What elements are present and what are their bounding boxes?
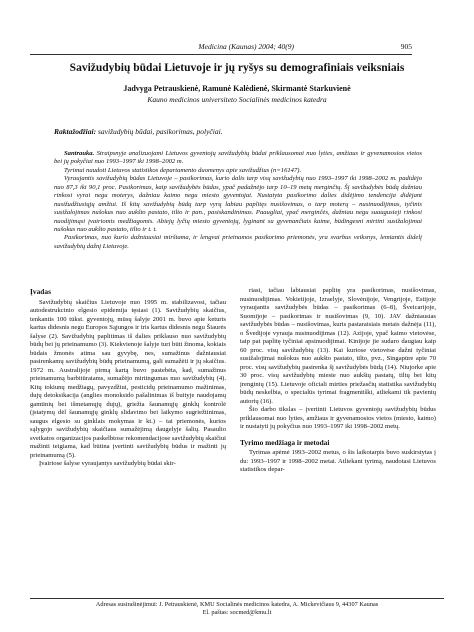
author-list: Jadvyga Petrauskienė, Ramunė Kalėdienė, Skirmantė Starkuvienė bbox=[123, 84, 351, 93]
keywords bbox=[54, 127, 414, 136]
left-column bbox=[30, 287, 226, 469]
abstract-paragraph: Pasikorimas, nuo kurio dažniausiai mirštama, ir lengvai prieinamos pasikorimo priemonės, yra svarbus veiksnys, lemiantis didelį savižudybių dažnį Lietuvoje. bbox=[54, 234, 422, 250]
keywords-label: Raktažodžiai: bbox=[54, 127, 97, 136]
journal-citation: Medicina (Kaunas) 2004; 40(9) bbox=[198, 42, 294, 51]
abstract-paragraph bbox=[54, 150, 422, 167]
article-title: Savižudybių būdai Lietuvoje ir jų ryšys su demografiniais veiksniais bbox=[69, 62, 405, 74]
abstract bbox=[54, 150, 422, 251]
body-paragraph: Tyrimas apėmė 1993–2002 metus, o šis laikotarpis buvo suskirstytas į du: 1993–1997 ir 1998–2002 metai. Atliekant tyrimą, naudotasi Lietuvos statistikos depar- bbox=[240, 449, 436, 474]
section-heading-introduction: Įvadas bbox=[30, 287, 51, 296]
correspondence-address: Adresas susirašinėjimui: J. Petrauskienė, KMU Socialinės medicinos katedra, A. Mickevičiaus 9, 44307 Kaunas bbox=[95, 601, 379, 608]
body-paragraph: Savižudybių skaičius Lietuvoje nuo 1995 m. stabilizavosi, tačiau autodestrukcinio elgesio epidemija tęsiasi (1). Savižudybių skaičius, tenkantis 100 tūkst. gyventojų, mūsų šalyje 2001 m. buvo apie keturis kartus didesnis negu Europos Sąjungos ir tris kartus didesnis negu Šiaurės šalyse (2). Savižudybių paplitimas iš dalies priklauso nuo savižudybių būdų bei jų prieinamumo (3). Kiekvienoje šalyje turi būti žinoma, kokiais būdais žmonės atima sau gyvybę, nes, sumažinus dažniausiai pasirenkamų savižudybių būdų prieinamumą, gali sumažėti ir jų skaičius. 1972 m. Australijoje pirmą kartą buvo pastebėta, kad, sumažinus prieinamumą barbitūratams, sumažėjo mirtingumas nuo savižudybių (4). Kitų tokiunų medžiagų, pavyzdžiui, pesticidų prieinamumo mažinimas, dujų detoksikacija (anglies monoksido pašalinimas iš buityje naudojamų gamtinių bei išmetamųjų dujų), griežta šaunamųjų ginklų kontrolė (įstatymų dėl šaunamųjų ginklų slidavimo bei laikymo sugriežtinimas, saugus elgesio su ginklais mokymas ir kt.) – tai priemonės, kurios sąlygojo savižudybių skaičiaus sumažėjimą daugelyje šalių. Pasaulio sveikatos organizacijos paskelbtose rekomendacijose savižudybių skaičiui mažinti teigiama, kad būtina įvertinti savižudybių būdus ir mažinti jų prieinamumą (5). bbox=[30, 298, 226, 459]
keywords-text: savižudybių būdai, pasikorimas, polyčiai. bbox=[97, 127, 223, 136]
body-paragraph: Įvairiose šalyse vyraujantys savižudybių būdai skir- bbox=[39, 460, 176, 468]
affiliation: Kauno medicinos universiteto Socialinės medicinos katedra bbox=[147, 95, 327, 104]
body-paragraph: Šio darbo tikslas – įvertinti Lietuvos gyventojų savižudybių būdus priklausomai nuo lyties, amžiaus ir gyvenamosios vietos (miesto, kaimo) ir nustatyti jų pokyčius nuo 1993–1997 iki 1998–2002 metų. bbox=[240, 406, 436, 430]
abstract-text: Straipsnyje analizuojami Lietuvos gyventojų savižudybių būdai priklausomai nuo lyties, amžiaus ir gyvenamosios vietos bei jų pokyčiai nuo 1993–1997 iki 1998–2002 m. bbox=[54, 150, 422, 166]
abstract-paragraph: Vyraujantis savižudybių būdas Lietuvoje – pasikorimas, kurio dalis tarp visų savižudybių nuo 1993–1997 iki 1998–2002 m. padidėjo nuo 87,3 iki 90,1 proc. Pasikorimas, kaip savižudybės būdas, ypač padažnėjo tarp 10–19 metų merginčių. Šį savižudybės būdą dažniau rinkosi vyrai negu moterys, dažniau kaimo negu miesto gyventojai. Nustatyta pasikorimo dalies didėjimo tendencija didėjant nusižudžiusiųjų amžiui. Iš kitų savižudybių būdų tarp vyrų labiau paplitęs nusišovimas, o tarp moterų – nusinuodijimas, tyčinis susižalojimas nušokus nuo aukšto pastato, tilto ir pan., pasiskandinimas. Paaugliai, ypač merginčės, dažniau negu suaugusieji rinkosi nuodijimąsi įvairiomis medžiagomis. Abiejų lyčių miesto gyventojų, lyginant su gyvenančiais kaime, būdingesni mirtini susižalojimai nušokus nuo aukšto pastato, tilto ir t. t. bbox=[54, 175, 422, 233]
page-number: 905 bbox=[400, 42, 412, 51]
running-header bbox=[30, 42, 412, 55]
abstract-label: Santrauka. bbox=[64, 150, 95, 157]
body-paragraph: riasi, tačiau labiausiai paplitę yra pasikorimas, nusišovimas, nusinuodijimas. Vokietijoje, Izraelyje, Slovėnijoje, Vengrijoje, Estijoje vyraujantis savižudybės būdas – pasikorimas (6–8), Šveicarijoje, Suomijoje – pasikorimas ir nusišovimas (9, 10). JAV dažniausias savižudybės būdas – nusišovimas, kuris pastaraisiais metais dažnėja (11), o Švedijoje vyrauja nusinuodijimas (12). Azijoje, ypač kaimo vietovėse, taip pat paplitę tyčiniai apsinuodijimai. Kinijoje jie sudaro daugiau kaip 60 proc. visų savižudybių (13). Kai kuriose vietovėse dažni tyčiniai susižalojimai nušokus nuo aukšto pastato, tilto, pvz., Singapūre apie 70 proc. visų savižudybių pasirenka šį savižudybės būdą (14). Niujorke apie 30 proc. visų savižudybių mieste nuo aukštų pastatų, tiltų bei kitų įrenginių (15). Lietuvoje oficiali mirties priežasčių statistika savižudybių būdų neskelbia, o specialūs tyrimai fragmentiški, atliekami tik pavienių autorių (16). bbox=[240, 287, 436, 405]
section-heading-methods: Tyrimo medžiaga ir metodai bbox=[240, 437, 330, 447]
right-column bbox=[240, 287, 436, 475]
abstract-paragraph: Tyrimui naudoti Lietuvos statistikos departamento duomenys apie savižudžius (n=16147). bbox=[64, 166, 302, 174]
correspondence-email: El. paštas: socmed@kmu.lt bbox=[202, 609, 272, 617]
correspondence-footer bbox=[30, 598, 444, 617]
